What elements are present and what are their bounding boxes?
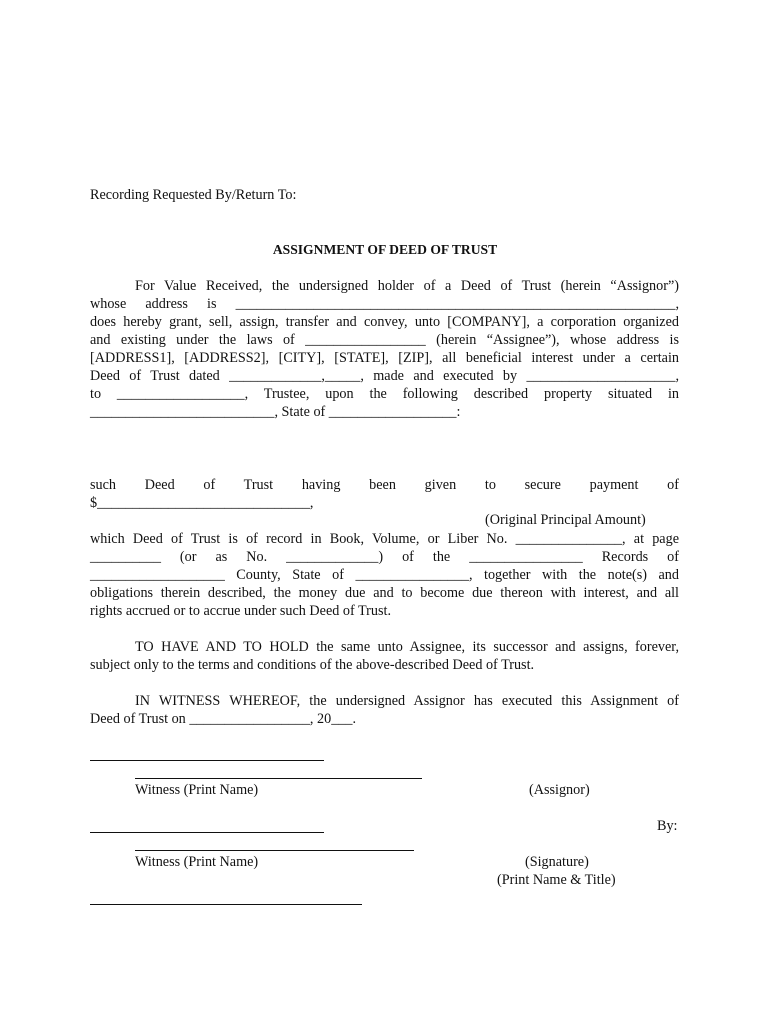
paragraph-line: Deed of Trust dated _____________,_____, made and executed by _____________________, xyxy=(90,368,679,384)
paragraph-line: ___________________ County, State of ________________, together with the note(s) and xyxy=(90,567,679,583)
witness2-print-name-line xyxy=(135,850,414,851)
habendum-paragraph xyxy=(90,638,679,674)
secure-payment-paragraph xyxy=(90,476,679,512)
witness1-label: Witness (Print Name) xyxy=(135,782,259,798)
signature-label: (Signature) xyxy=(525,854,589,870)
principal-amount-note: (Original Principal Amount) xyxy=(485,512,646,528)
bottom-signature-line xyxy=(90,904,362,905)
paragraph-line: Deed of Trust on _________________, 20___. xyxy=(90,711,357,727)
assignment-paragraph xyxy=(90,277,679,421)
record-paragraph xyxy=(90,530,679,620)
recording-requested-label: Recording Requested By/Return To: xyxy=(90,187,297,203)
assignor-label: (Assignor) xyxy=(529,782,590,798)
paragraph-line: subject only to the terms and conditions of the above-described Deed of Trust. xyxy=(90,657,535,673)
paragraph-line: which Deed of Trust is of record in Book, Volume, or Liber No. _______________, at page xyxy=(90,531,679,547)
assignor-signature-line xyxy=(135,778,422,779)
paragraph-line: whose address is ______________________________________________________________, xyxy=(90,296,679,312)
witness2-label: Witness (Print Name) xyxy=(135,854,259,870)
paragraph-line: to __________________, Trustee, upon the following described property situated in xyxy=(90,386,679,402)
paragraph-line: does hereby grant, sell, assign, transfer and convey, unto [COMPANY], a corporation organized xyxy=(90,314,679,330)
paragraph-line: [ADDRESS1], [ADDRESS2], [CITY], [STATE], [ZIP], all beneficial interest under a certain xyxy=(90,350,679,366)
paragraph-line: rights accrued or to accrue under such Deed of Trust. xyxy=(90,603,391,619)
by-label: By: xyxy=(657,818,678,834)
witness2-signature-line xyxy=(90,832,324,833)
paragraph-line: and existing under the laws of _________________ (herein “Assignee”), whose address is xyxy=(90,332,679,348)
document-title: ASSIGNMENT OF DEED OF TRUST xyxy=(272,242,498,257)
paragraph-line: obligations therein described, the money due and to become due thereon with interest, and all xyxy=(90,585,679,601)
print-name-title-label: (Print Name & Title) xyxy=(497,872,616,888)
witness-whereof-paragraph xyxy=(90,692,679,728)
paragraph-line: $______________________________, xyxy=(90,495,314,511)
paragraph-line: __________________________, State of __________________: xyxy=(90,404,461,420)
paragraph-line: __________ (or as No. _____________) of the ________________ Records of xyxy=(90,549,679,565)
paragraph-line: TO HAVE AND TO HOLD the same unto Assignee, its successor and assigns, forever, xyxy=(135,639,679,655)
paragraph-line: IN WITNESS WHEREOF, the undersigned Assignor has executed this Assignment of xyxy=(135,693,679,709)
paragraph-line: For Value Received, the undersigned holder of a Deed of Trust (herein “Assignor”) xyxy=(135,278,679,294)
witness1-signature-line xyxy=(90,760,324,761)
paragraph-line: such Deed of Trust having been given to secure payment of xyxy=(90,477,679,493)
